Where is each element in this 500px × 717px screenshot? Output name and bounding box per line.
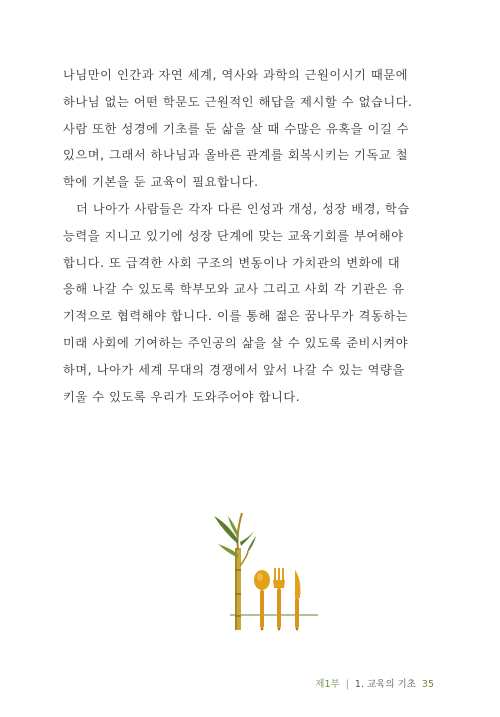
text-line: 더 나아가 사람들은 각자 다른 인성과 개성, 성장 배경, 학습	[76, 201, 410, 216]
text-line: 학에 기본을 둔 교육이 필요합니다.	[63, 175, 259, 190]
text-line: 미래 사회에 기여하는 주인공의 삶을 살 수 있도록 준비시켜야	[63, 335, 409, 350]
page-footer	[315, 676, 434, 690]
footer-separator: |	[345, 679, 349, 690]
text-line: 응해 나갈 수 있도록 학부모와 교사 그리고 사회 각 기관은 유	[63, 282, 405, 297]
text-line: 나님만이 인간과 자연 세계, 역사와 과학의 근원이시기 때문에	[63, 68, 409, 82]
paragraph-1	[63, 62, 445, 196]
paragraph-2	[63, 196, 445, 410]
text-line: 있으며, 그래서 하나님과 올바른 관계를 회복시키는 기독교 철	[63, 148, 409, 163]
text-line: 하며, 나아가 세계 무대의 경쟁에서 앞서 나갈 수 있는 역량을	[63, 362, 405, 377]
page-number: 35	[421, 679, 434, 690]
footer-chapter: 1. 교육의 기초	[354, 679, 416, 690]
text-line: 하나님 없는 어떤 학문도 근원적인 해답을 제시할 수 없습니다.	[63, 94, 413, 109]
bamboo-utensils-icon	[200, 508, 330, 638]
footer-part: 제1부	[315, 679, 340, 690]
body-text	[63, 62, 445, 410]
text-line: 기적으로 협력해야 합니다. 이를 통해 젊은 꿈나무가 격동하는	[63, 309, 409, 324]
text-line: 키울 수 있도록 우리가 도와주어야 합니다.	[63, 389, 301, 404]
text-line: 능력을 지니고 있기에 성장 단계에 맞는 교육기회를 부여해야	[63, 228, 404, 243]
text-line: 사람 또한 성경에 기초를 둔 삶을 살 때 수많은 유혹을 이길 수	[63, 121, 410, 136]
text-line: 합니다. 또 급격한 사회 구조의 변동이나 가치관의 변화에 대	[63, 255, 401, 270]
